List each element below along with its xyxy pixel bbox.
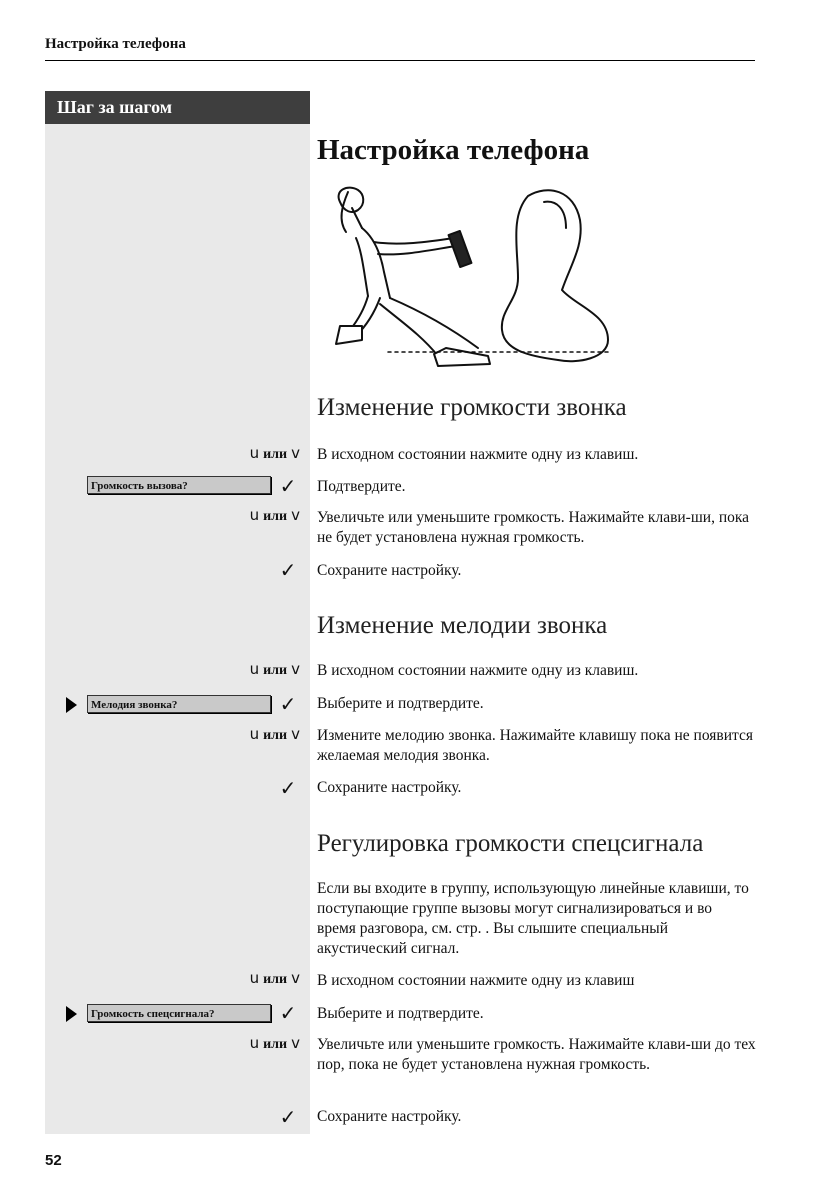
- up-key-icon: u: [249, 506, 260, 524]
- up-or-down-keys[interactable]: [250, 444, 300, 463]
- up-or-down-keys[interactable]: [250, 725, 300, 744]
- phone-illustration: [318, 180, 618, 370]
- step-text: Подтвердите.: [317, 478, 406, 495]
- check-key-icon[interactable]: ✓: [279, 474, 297, 498]
- display-ring-melody: Мелодия звонка?: [87, 695, 271, 713]
- check-key-icon[interactable]: ✓: [279, 558, 297, 582]
- check-key-icon[interactable]: ✓: [279, 776, 297, 800]
- header-rule: [45, 60, 755, 61]
- section-intro: Если вы входите в группу, использующую линейные клавиши, то поступающие группе вызовы могут сигнализироваться и во время разговора, см. стр. . Вы слышите специальный акустический сигнал.: [317, 880, 749, 957]
- or-label: или: [263, 447, 288, 462]
- step-text: Измените мелодию звонка. Нажимайте клавишу пока не появится желаемая мелодия звонка.: [317, 727, 753, 764]
- page-number: 52: [45, 1152, 62, 1169]
- check-key-icon[interactable]: ✓: [279, 692, 297, 716]
- display-ring-volume: Громкость вызова?: [87, 476, 271, 494]
- or-label: или: [263, 509, 288, 524]
- step-text: В исходном состоянии нажмите одну из клавиш.: [317, 662, 639, 679]
- step-by-step-header: Шаг за шагом: [45, 91, 310, 124]
- section-title-ring-volume: Изменение громкости звонка: [317, 394, 627, 421]
- up-key-icon: u: [249, 1034, 260, 1052]
- down-key-icon: v: [291, 506, 300, 524]
- step-text: Сохраните настройку.: [317, 779, 462, 796]
- step-text: В исходном состоянии нажмите одну из клавиш.: [317, 446, 639, 463]
- page-title: Настройка телефона: [317, 134, 590, 166]
- step-text: Увеличьте или уменьшите громкость. Нажимайте клави-ши, пока не будет установлена нужная громкость.: [317, 509, 750, 546]
- or-label: или: [263, 728, 288, 743]
- or-label: или: [263, 972, 288, 987]
- up-or-down-keys[interactable]: [250, 969, 300, 988]
- up-key-icon: u: [249, 725, 260, 743]
- running-header: Настройка телефона: [45, 36, 186, 52]
- up-or-down-keys[interactable]: [250, 506, 300, 525]
- down-key-icon: v: [291, 1034, 300, 1052]
- down-key-icon: v: [291, 444, 300, 462]
- step-text: Увеличьте или уменьшите громкость. Нажимайте клави-ши до тех пор, пока не будет установлена нужная громкость.: [317, 1036, 756, 1073]
- down-key-icon: v: [291, 725, 300, 743]
- step-text: Сохраните настройку.: [317, 1108, 462, 1125]
- up-or-down-keys[interactable]: [250, 1034, 300, 1053]
- up-key-icon: u: [249, 444, 260, 462]
- or-label: или: [263, 1037, 288, 1052]
- scroll-arrow-icon[interactable]: [66, 697, 77, 713]
- down-key-icon: v: [291, 969, 300, 987]
- step-text: Выберите и подтвердите.: [317, 695, 484, 712]
- up-key-icon: u: [249, 969, 260, 987]
- up-key-icon: u: [249, 660, 260, 678]
- section-title-ring-melody: Изменение мелодии звонка: [317, 612, 608, 639]
- or-label: или: [263, 663, 288, 678]
- step-text: Сохраните настройку.: [317, 562, 462, 579]
- up-or-down-keys[interactable]: [250, 660, 300, 679]
- display-special-signal: Громкость спецсигнала?: [87, 1004, 271, 1022]
- check-key-icon[interactable]: ✓: [279, 1001, 297, 1025]
- step-text: Выберите и подтвердите.: [317, 1005, 484, 1022]
- down-key-icon: v: [291, 660, 300, 678]
- section-title-special-signal: Регулировка громкости спецсигнала: [317, 830, 704, 857]
- step-text: В исходном состоянии нажмите одну из клавиш: [317, 972, 635, 989]
- check-key-icon[interactable]: ✓: [279, 1105, 297, 1129]
- scroll-arrow-icon[interactable]: [66, 1006, 77, 1022]
